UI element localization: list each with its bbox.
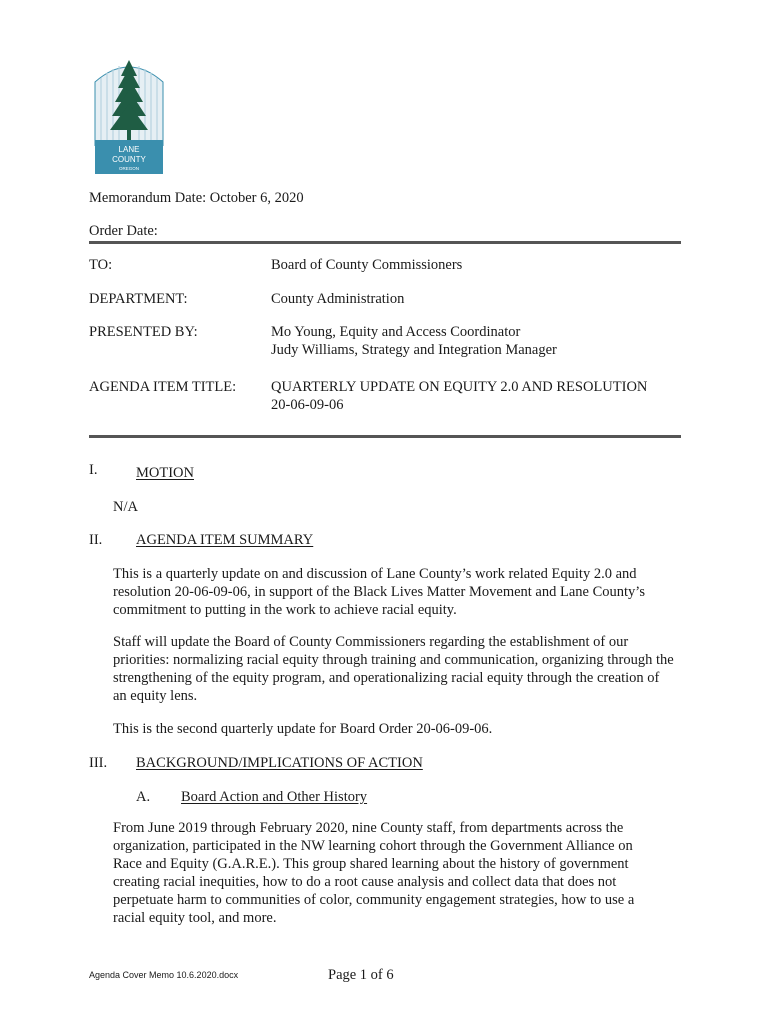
summary-paragraph-2: Staff will update the Board of County Commissioners regarding the establishment of our priorities: normalizing racial equity through training and communication, organizing through the strengthening of the equity program, and operationalizing racial equity through the creation of an equity lens. [113,634,674,704]
presented-by-label: PRESENTED BY: [89,324,198,340]
presenter-2: Judy Williams, Strategy and Integration Manager [271,342,557,358]
subsection-a-number: A. [136,789,151,805]
section-ii-title: AGENDA ITEM SUMMARY [136,532,314,548]
lane-county-logo [93,58,165,174]
section-i-number: I. [89,462,98,478]
lane-county-tree-logo-icon [93,58,165,174]
section-iii-number: III. [89,755,108,771]
order-date: Order Date: [89,223,158,239]
subsection-a-title: Board Action and Other History [181,789,368,805]
motion-body: N/A [113,499,138,515]
presenter-1: Mo Young, Equity and Access Coordinator [271,324,521,340]
footer-page-number: Page 1 of 6 [328,967,394,983]
department-value: County Administration [271,291,405,307]
memo-date: Memorandum Date: October 6, 2020 [89,190,304,206]
top-divider [89,241,681,244]
section-i-title: MOTION [136,465,194,481]
agenda-item-title-label: AGENDA ITEM TITLE: [89,379,237,395]
summary-paragraph-3: This is the second quarterly update for Board Order 20-06-09-06. [113,721,493,737]
agenda-item-title-line2: 20-06-09-06 [271,397,344,413]
to-label: TO: [89,257,113,273]
svg-text:COUNTY: COUNTY [112,155,146,164]
svg-text:LANE: LANE [118,145,140,154]
section-ii-number: II. [89,532,103,548]
footer-filename: Agenda Cover Memo 10.6.2020.docx [89,970,239,980]
svg-text:OREGON: OREGON [118,166,140,171]
bottom-divider [89,435,681,438]
section-iii-title: BACKGROUND/IMPLICATIONS OF ACTION [136,755,423,771]
background-paragraph-1: From June 2019 through February 2020, nine County staff, from departments across the organization, participated in the NW learning cohort through the Government Alliance on Race and Equity (G.A.R.E.). This group shared learning about the history of government creating racial inequities, how to do a root cause analysis and collect data that does not perpetuate harm to communities of color, community engagement strategies, how to use a racial equity tool, and more. [113,820,635,926]
department-label: DEPARTMENT: [89,291,188,307]
to-value: Board of County Commissioners [271,257,463,273]
summary-paragraph-1: This is a quarterly update on and discussion of Lane County’s work related Equity 2.0 and resolution 20-06-09-06, in support of the Black Lives Matter Movement and Lane County’s commitment to putting in the work to achieve racial equity. [113,566,645,618]
agenda-item-title: QUARTERLY UPDATE ON EQUITY 2.0 AND RESOLUTION [271,379,648,395]
